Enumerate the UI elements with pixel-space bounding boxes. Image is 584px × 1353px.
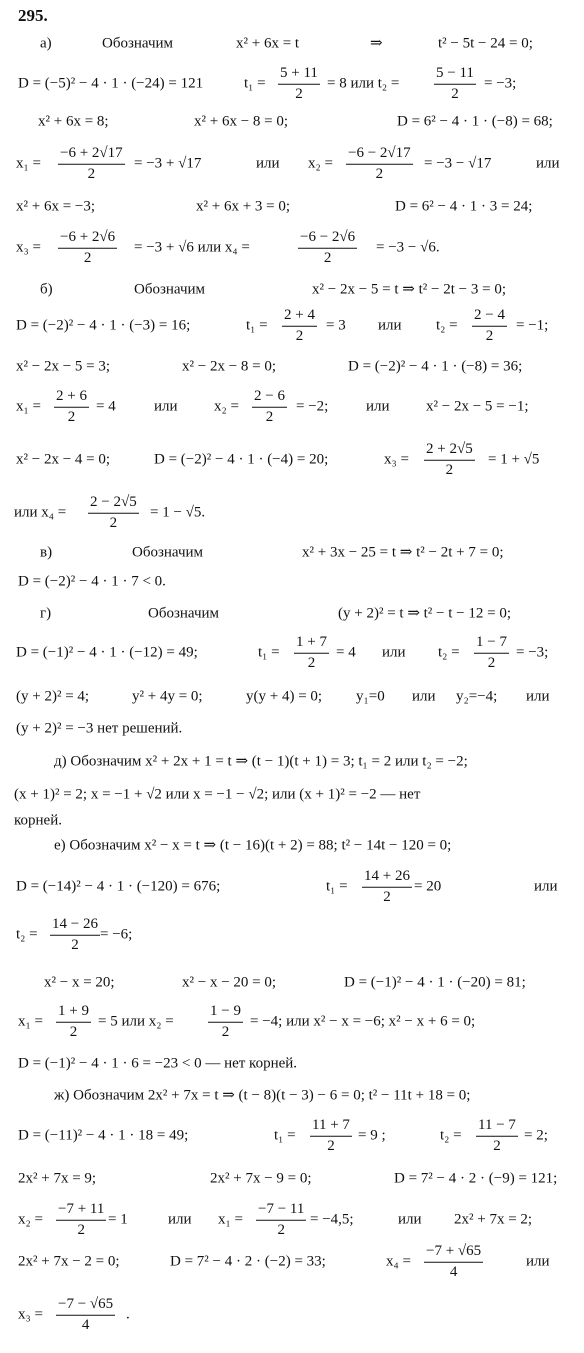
- math-text: (x + 1)² = 2; x = −1 + √2 или x = −1 − √2; или (x + 1)² = −2 — нет: [14, 786, 421, 803]
- fraction-denominator: 2: [109, 514, 118, 531]
- math-text: t₂ =: [440, 1127, 462, 1144]
- math-text: D = (−1)² − 4 · 1 · 6 = −23 < 0 — нет корней.: [18, 1055, 298, 1072]
- fraction-numerator: 11 − 7: [476, 1118, 518, 1137]
- math-text: x₂ =: [308, 155, 333, 172]
- fraction-numerator: 2 + 4: [282, 308, 317, 327]
- fraction-denominator: 2: [69, 1023, 78, 1040]
- math-text: x² − 2x − 5 = 3;: [16, 358, 111, 375]
- math-text: t₂ =: [438, 644, 460, 661]
- math-text: x² + 6x + 3 = 0;: [196, 198, 291, 215]
- math-text: x₁ =: [16, 398, 41, 415]
- fraction-denominator: 2: [71, 936, 79, 953]
- math-text: или: [412, 688, 436, 705]
- math-text: = 5 или x₂ =: [98, 1013, 174, 1030]
- math-text: е) Обозначим x² − x = t ⇒ (t − 16)(t + 2) = 88; t² − 14t − 120 = 0;: [54, 837, 452, 854]
- math-text: D = (−2)² − 4 · 1 · (−4) = 20;: [154, 451, 329, 468]
- math-text: D = 6² − 4 · 1 · 3 = 24;: [395, 198, 533, 215]
- fraction-numerator: 1 + 7: [294, 635, 329, 654]
- fraction-numerator: 5 − 11: [434, 66, 476, 85]
- math-text: = −3;: [516, 644, 549, 661]
- math-text: д) Обозначим x² + 2x + 1 = t ⇒ (t − 1)(t + 1) = 3; t₁ = 2 или t₂ = −2;: [54, 753, 468, 770]
- math-text: (y + 2)² = −3 нет решений.: [16, 720, 183, 737]
- fraction: [280, 308, 319, 345]
- fraction: [474, 1118, 520, 1155]
- math-text: t₁ =: [244, 75, 266, 92]
- math-text: 2x² + 7x = 9;: [18, 1170, 97, 1187]
- math-text: x² + 6x = t: [236, 35, 300, 52]
- math-text: ⇒: [370, 35, 383, 52]
- math-text: = 1 − √5.: [150, 504, 206, 521]
- math-text: x² + 3x − 25 = t ⇒ t² − 2t + 7 = 0;: [302, 544, 504, 561]
- math-text: б): [40, 281, 53, 298]
- math-text: = −4; или x² − x = −6; x² − x + 6 = 0;: [250, 1013, 476, 1030]
- fraction-numerator: −6 + 2√17: [58, 146, 125, 165]
- fraction-numerator: 2 − 6: [252, 389, 287, 408]
- fraction-denominator: 2: [83, 249, 92, 266]
- fraction-numerator: −6 − 2√6: [298, 230, 357, 249]
- math-text: D = (−2)² − 4 · 1 · 7 < 0.: [18, 573, 166, 590]
- math-text: x₃ =: [18, 1306, 43, 1323]
- math-text: .: [126, 1306, 130, 1323]
- math-text: или: [536, 155, 560, 172]
- math-text: или: [256, 155, 280, 172]
- math-text: (y + 2)² = t ⇒ t² − t − 12 = 0;: [338, 605, 512, 622]
- math-text: 2x² + 7x − 9 = 0;: [210, 1170, 312, 1187]
- math-text: x₃ =: [384, 451, 409, 468]
- math-text: x² + 6x = 8;: [38, 113, 109, 130]
- fraction-numerator: 2 + 2√5: [424, 442, 475, 461]
- math-text: или: [382, 644, 406, 661]
- math-text: x₁ =: [16, 155, 41, 172]
- fraction: [48, 917, 102, 954]
- math-text: D = 6² − 4 · 1 · (−8) = 68;: [397, 113, 553, 130]
- fraction-denominator: 2: [323, 249, 332, 266]
- fraction-denominator: 2: [487, 654, 496, 671]
- fraction: [54, 1297, 117, 1334]
- math-text: t₁ =: [258, 644, 280, 661]
- math-text: = 3: [326, 317, 346, 334]
- math-text: x₂ =: [18, 1211, 43, 1228]
- fraction: [470, 308, 509, 345]
- fraction: [344, 146, 415, 183]
- math-text: Обозначим: [148, 605, 220, 622]
- math-text: = 9 ;: [358, 1127, 386, 1144]
- math-text: D = 7² − 4 · 2 · (−9) = 121;: [394, 1170, 558, 1187]
- fraction: [56, 146, 127, 183]
- math-text: или: [378, 317, 402, 334]
- fraction-numerator: 11 + 7: [310, 1118, 352, 1137]
- math-text: x² − 2x − 8 = 0;: [182, 358, 277, 375]
- fraction-denominator: 2: [383, 888, 391, 905]
- fraction-denominator: 2: [277, 1221, 285, 1238]
- math-text: t² − 5t − 24 = 0;: [438, 35, 533, 52]
- fraction-denominator: 2: [67, 408, 76, 425]
- fraction-denominator: 2: [451, 85, 459, 102]
- math-text: x² − x = 20;: [44, 974, 115, 991]
- math-text: Обозначим: [102, 35, 174, 52]
- math-text: = 1: [108, 1211, 128, 1228]
- fraction-numerator: −6 + 2√6: [58, 230, 117, 249]
- math-text: 2x² + 7x − 2 = 0;: [18, 1253, 120, 1270]
- math-text: (y + 2)² = 4;: [16, 688, 90, 705]
- fraction: [54, 1202, 108, 1239]
- math-text: x₁ =: [218, 1211, 243, 1228]
- fraction-numerator: 1 − 7: [474, 635, 509, 654]
- fraction-numerator: 5 + 11: [278, 66, 320, 85]
- fraction-denominator: 2: [295, 85, 303, 102]
- fraction-numerator: 1 − 9: [208, 1004, 243, 1023]
- math-text: x₄ =: [386, 1253, 411, 1270]
- math-text: x² + 6x − 8 = 0;: [194, 113, 289, 130]
- fraction: [422, 442, 477, 479]
- math-text: D = 7² − 4 · 2 · (−2) = 33;: [170, 1253, 326, 1270]
- math-text: x₂ =: [214, 398, 239, 415]
- fraction: [254, 1202, 308, 1239]
- math-text: или: [534, 878, 558, 895]
- math-text: или x₄ =: [14, 504, 67, 521]
- fraction-denominator: 2: [493, 1137, 501, 1154]
- math-text: или: [154, 398, 178, 415]
- math-text: или: [526, 1253, 550, 1270]
- fraction-denominator: 4: [81, 1316, 90, 1333]
- math-text: = −3;: [484, 75, 517, 92]
- math-text: x² − x − 20 = 0;: [182, 974, 277, 991]
- fraction-numerator: −7 − √65: [56, 1297, 115, 1316]
- fraction: [292, 635, 331, 672]
- fraction-numerator: −7 + √65: [424, 1244, 483, 1263]
- math-text: = 8 или t₂ =: [327, 75, 400, 92]
- fraction: [276, 66, 322, 103]
- math-text: D = (−14)² − 4 · 1 · (−120) = 676;: [16, 878, 221, 895]
- fraction-numerator: −7 − 11: [256, 1202, 306, 1221]
- math-text: x² + 6x = −3;: [16, 198, 96, 215]
- math-text: t₁ =: [274, 1127, 296, 1144]
- fraction-denominator: 2: [87, 165, 96, 182]
- fraction: [296, 230, 359, 267]
- fraction-numerator: 14 − 26: [50, 917, 100, 936]
- fraction-numerator: 1 + 9: [56, 1004, 91, 1023]
- fraction-numerator: 2 − 4: [472, 308, 507, 327]
- math-text: D = (−5)² − 4 · 1 · (−24) = 121: [18, 75, 204, 92]
- math-text: = 2;: [524, 1127, 548, 1144]
- fraction: [54, 1004, 93, 1041]
- fraction: [206, 1004, 245, 1041]
- fraction-denominator: 2: [77, 1221, 85, 1238]
- fraction-numerator: −6 − 2√17: [346, 146, 413, 165]
- fraction: [250, 389, 289, 426]
- fraction-numerator: 2 − 2√5: [88, 495, 139, 514]
- math-text: y₁=0: [356, 688, 385, 705]
- math-text: y₂=−4;: [456, 688, 498, 705]
- math-text: Обозначим: [132, 544, 204, 561]
- math-text: x₁ =: [18, 1013, 43, 1030]
- fraction-denominator: 2: [445, 461, 454, 478]
- fraction: [422, 1244, 485, 1281]
- math-text: г): [40, 605, 52, 622]
- fraction-numerator: 2 + 6: [54, 389, 89, 408]
- math-text: D = (−2)² − 4 · 1 · (−8) = 36;: [348, 358, 523, 375]
- math-text: D = (−2)² − 4 · 1 · (−3) = 16;: [16, 317, 191, 334]
- math-text: y² + 4y = 0;: [132, 688, 203, 705]
- math-text: D = (−11)² − 4 · 1 · 18 = 49;: [18, 1127, 189, 1144]
- fraction: [472, 635, 511, 672]
- math-text: t₂ =: [436, 317, 458, 334]
- fraction: [52, 389, 91, 426]
- math-text: а): [40, 35, 52, 52]
- math-text: x² − 2x − 4 = 0;: [16, 451, 111, 468]
- fraction-denominator: 2: [327, 1137, 335, 1154]
- math-text: x² − 2x − 5 = −1;: [426, 398, 529, 415]
- math-text: или: [168, 1211, 192, 1228]
- math-text: = 4: [336, 644, 356, 661]
- math-text: корней.: [14, 812, 62, 829]
- math-text: x₃ =: [16, 239, 41, 256]
- math-text: = −3 − √6.: [376, 239, 440, 256]
- math-text: 2x² + 7x = 2;: [454, 1211, 533, 1228]
- math-text: y(y + 4) = 0;: [246, 688, 323, 705]
- fraction-denominator: 4: [449, 1263, 458, 1280]
- math-text: D = (−1)² − 4 · 1 · (−12) = 49;: [16, 644, 198, 661]
- math-text: = 20: [414, 878, 442, 895]
- math-text: t₁ =: [246, 317, 268, 334]
- fraction-denominator: 2: [265, 408, 274, 425]
- math-text: = −2;: [296, 398, 329, 415]
- math-text: = −3 + √17: [134, 155, 202, 172]
- fraction: [86, 495, 141, 532]
- math-text: или: [366, 398, 390, 415]
- fraction-denominator: 2: [375, 165, 384, 182]
- math-text: Обозначим: [134, 281, 206, 298]
- math-text: = 4: [96, 398, 116, 415]
- fraction-denominator: 2: [307, 654, 316, 671]
- fraction: [360, 869, 414, 906]
- math-text: = −3 − √17: [424, 155, 492, 172]
- fraction-denominator: 2: [221, 1023, 230, 1040]
- math-text: = −4,5;: [310, 1211, 354, 1228]
- fraction-denominator: 2: [295, 327, 304, 344]
- fraction-denominator: 2: [485, 327, 494, 344]
- math-text: = 1 + √5: [488, 451, 540, 468]
- math-text: = −3 + √6 или x₄ =: [134, 239, 250, 256]
- math-text: D = (−1)² − 4 · 1 · (−20) = 81;: [344, 974, 526, 991]
- math-text: x² − 2x − 5 = t ⇒ t² − 2t − 3 = 0;: [312, 281, 506, 298]
- math-text: или: [526, 688, 550, 705]
- math-text: в): [40, 544, 53, 561]
- fraction-numerator: 14 + 26: [362, 869, 412, 888]
- problem-number: 295.: [18, 6, 48, 25]
- fraction: [308, 1118, 354, 1155]
- math-text: = −6;: [100, 926, 133, 943]
- fraction: [432, 66, 478, 103]
- math-text: = −1;: [516, 317, 549, 334]
- math-text: ж) Обозначим 2x² + 7x = t ⇒ (t − 8)(t − 3) − 6 = 0; t² − 11t + 18 = 0;: [54, 1087, 471, 1104]
- math-text: t₁ =: [326, 878, 348, 895]
- fraction-numerator: −7 + 11: [56, 1202, 106, 1221]
- fraction: [56, 230, 119, 267]
- math-text: t₂ =: [16, 926, 38, 943]
- math-text: или: [398, 1211, 422, 1228]
